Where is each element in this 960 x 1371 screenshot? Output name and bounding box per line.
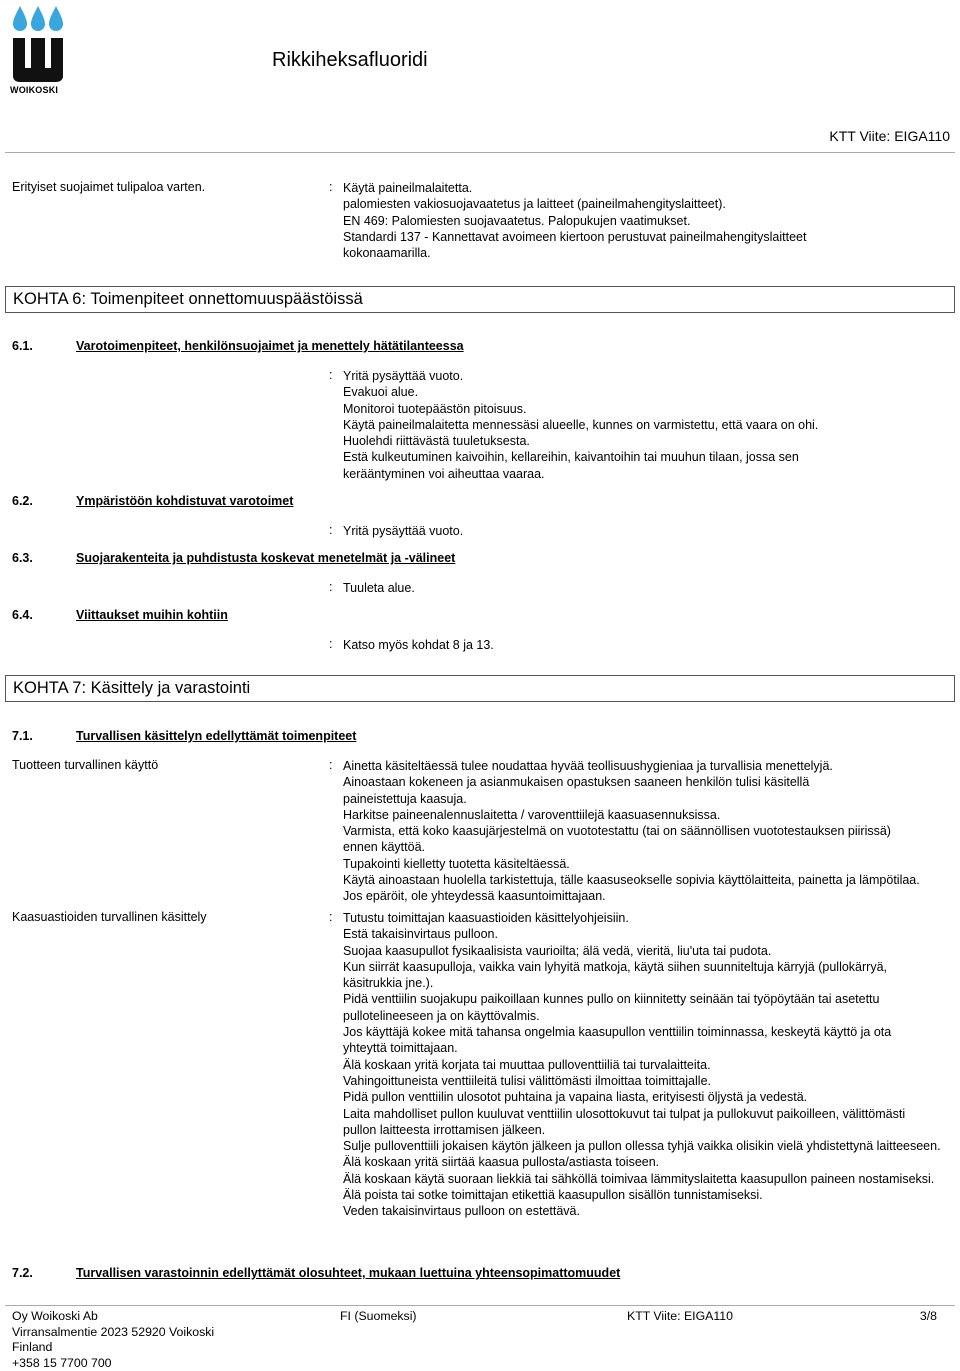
text-line: Estä kulkeutuminen kaivoihin, kellareihin, kaivantoihin tai muuhun tilaan, jossa sen kerääntyminen voi aiheuttaa vaaraa. [343, 449, 878, 482]
safe-use-label: Tuotteen turvallinen käyttö [12, 758, 158, 772]
subsection-title: Turvallisen käsittelyn edellyttämät toimenpiteet [76, 729, 356, 743]
text-line: Suojaa kaasupullot fysikaalisista vaurioilta; älä vedä, vieritä, liu'uta tai pudota. [343, 943, 953, 959]
text-line: Pidä pullon venttiilin ulosotot puhtaina ja vapaina liasta, erityisesti öljystä ja vedestä. [343, 1089, 953, 1105]
footer-company: Oy Woikoski Ab [12, 1309, 214, 1325]
text-line: Veden takaisinvirtaus pulloon on estettävä. [343, 1203, 953, 1219]
text-line: EN 469: Palomiesten suojavaatetus. Palopukujen vaatimukset. [343, 213, 953, 229]
subsection-title: Viittaukset muihin kohtiin [76, 608, 228, 622]
colon: : [329, 368, 332, 382]
footer-reference: KTT Viite: EIGA110 [627, 1309, 733, 1325]
subsection-title: Ympäristöön kohdistuvat varotoimet [76, 494, 293, 508]
footer-language: FI (Suomeksi) [340, 1309, 417, 1325]
subsection-number: 6.1. [12, 339, 33, 353]
subsection-6-4-value: Katso myös kohdat 8 ja 13. [343, 637, 953, 653]
text-line: Kun siirrät kaasupulloja, vaikka vain lyhyitä matkoja, käytä siihen suunniteltuja kärryjä (pullokärryä, käsitrukkia jne.). [343, 959, 903, 992]
text-line: palomiesten vakiosuojavaatetus ja laitteet (paineilmahengityslaitteet). [343, 196, 953, 212]
logo-text: WOIKOSKI [10, 85, 66, 95]
text-line: Älä koskaan käytä suoraan liekkiä tai sähköllä toimivaa lämmityslaitetta kaasupullon paineen nostamiseksi. [343, 1171, 943, 1187]
text-line: Standardi 137 - Kannettavat avoimeen kiertoon perustuvat paineilmahengityslaitteet kokonaamarilla. [343, 229, 883, 262]
footer-address: Virransalmentie 2023 52920 Voikoski [12, 1325, 214, 1341]
text-line: Vahingoittuneista venttiileitä tulisi välittömästi ilmoittaa toimittajalle. [343, 1073, 953, 1089]
subsection-number: 6.3. [12, 551, 33, 565]
text-line: Estä takaisinvirtaus pulloon. [343, 926, 953, 942]
subsection-6-3-value: Tuuleta alue. [343, 580, 953, 596]
document-title: Rikkiheksafluoridi [272, 49, 428, 72]
text-line: Varmista, että koko kaasujärjestelmä on vuototestattu (tai on säännöllisen vuototestauksen piirissä) ennen käyttöä. [343, 823, 928, 856]
text-line: Älä koskaan yritä korjata tai muuttaa pulloventtiiliä tai turvalaitteita. [343, 1057, 953, 1073]
subsection-title: Varotoimenpiteet, henkilönsuojaimet ja menettely hätätilanteessa [76, 339, 464, 353]
fire-protection-label: Erityiset suojaimet tulipaloa varten. [12, 180, 205, 194]
text-line: Pidä venttiilin suojakupu paikoillaan kunnes pullo on kiinnitetty seinään tai työpöytään tai asetettu pullotelineeseen ja on käyttövalmis. [343, 991, 953, 1024]
text-line: Sulje pulloventtiili jokaisen käytön jälkeen ja pullon ollessa tyhjä vaikka olisikin vielä yhdistettynä laitteeseen. [343, 1138, 943, 1154]
text-line: Ainoastaan kokeneen ja asianmukaisen opastuksen saaneen henkilön tulisi käsitellä paineistettuja kaasuja. [343, 774, 883, 807]
text-line: Tupakointi kielletty tuotetta käsiteltäessä. [343, 856, 953, 872]
text-line: Evakuoi alue. [343, 384, 953, 400]
text-line: Älä poista tai sotke toimittajan etikettiä kaasupullon sisällön tunnistamiseksi. [343, 1187, 953, 1203]
fire-protection-value [343, 180, 953, 261]
text-line: Jos käyttäjä kokee mitä tahansa ongelmia kaasupullon venttiilin toiminnassa, keskeytä käyttö ja ota yhteyttä toimittajaan. [343, 1024, 933, 1057]
colon: : [329, 758, 332, 772]
text-line: Käytä paineilmalaitetta. [343, 180, 953, 196]
footer-company-info [12, 1309, 214, 1371]
subsection-number: 7.2. [12, 1266, 33, 1280]
footer-country: Finland [12, 1340, 214, 1356]
section-7-heading: KOHTA 7: Käsittely ja varastointi [5, 675, 955, 702]
subsection-title: Turvallisen varastoinnin edellyttämät olosuhteet, mukaan luettuina yhteensopimattomuudet [76, 1266, 620, 1280]
header-divider [5, 152, 955, 153]
text-line: Ainetta käsiteltäessä tulee noudattaa hyvää teollisuushygieniaa ja turvallisia menettelyjä. [343, 758, 953, 774]
subsection-6-2-value: Yritä pysäyttää vuoto. [343, 523, 953, 539]
subsection-number: 7.1. [12, 729, 33, 743]
page-number: 3/8 [920, 1309, 937, 1325]
text-line: Käytä paineilmalaitetta mennessäsi alueelle, kunnes on varmistettu, että vaara on ohi. [343, 417, 953, 433]
colon: : [329, 637, 332, 651]
text-line: Käytä ainoastaan huolella tarkistettuja, tälle kaasuseokselle sopivia käyttölaitteita, painetta ja lämpötilaa. Jos epäröit, ole yhteydessä kaasuntoimittajaan. [343, 872, 933, 905]
subsection-number: 6.2. [12, 494, 33, 508]
logo-drops-icon [10, 4, 66, 84]
text-line: Monitoroi tuotepäästön pitoisuus. [343, 401, 953, 417]
text-line: Älä koskaan yritä siirtää kaasua pullosta/astiasta toiseen. [343, 1154, 953, 1170]
text-line: Tutustu toimittajan kaasuastioiden käsittelyohjeisiin. [343, 910, 953, 926]
colon: : [329, 180, 332, 194]
subsection-number: 6.4. [12, 608, 33, 622]
container-handling-value [343, 910, 953, 1220]
text-line: Huolehdi riittävästä tuuletuksesta. [343, 433, 953, 449]
subsection-6-1-value [343, 368, 953, 482]
section-6-heading: KOHTA 6: Toimenpiteet onnettomuuspäästöissä [5, 286, 955, 313]
text-line: Harkitse paineenalennuslaitetta / varoventtiilejä kaasuasennuksissa. [343, 807, 953, 823]
colon: : [329, 580, 332, 594]
text-line: Yritä pysäyttää vuoto. [343, 368, 953, 384]
footer-divider [5, 1305, 955, 1306]
company-logo [10, 4, 66, 96]
safe-use-value [343, 758, 953, 905]
footer-phone: +358 15 7700 700 [12, 1356, 214, 1371]
container-handling-label: Kaasuastioiden turvallinen käsittely [12, 910, 207, 924]
colon: : [329, 910, 332, 924]
colon: : [329, 523, 332, 537]
subsection-title: Suojarakenteita ja puhdistusta koskevat menetelmät ja -välineet [76, 551, 455, 565]
header-reference: KTT Viite: EIGA110 [829, 128, 950, 144]
text-line: Laita mahdolliset pullon kuuluvat venttiilin ulosottokuvut tai tulpat ja pullokuvut paikoilleen, välittömästi pullon laitteesta irrottamisen jälkeen. [343, 1106, 933, 1139]
